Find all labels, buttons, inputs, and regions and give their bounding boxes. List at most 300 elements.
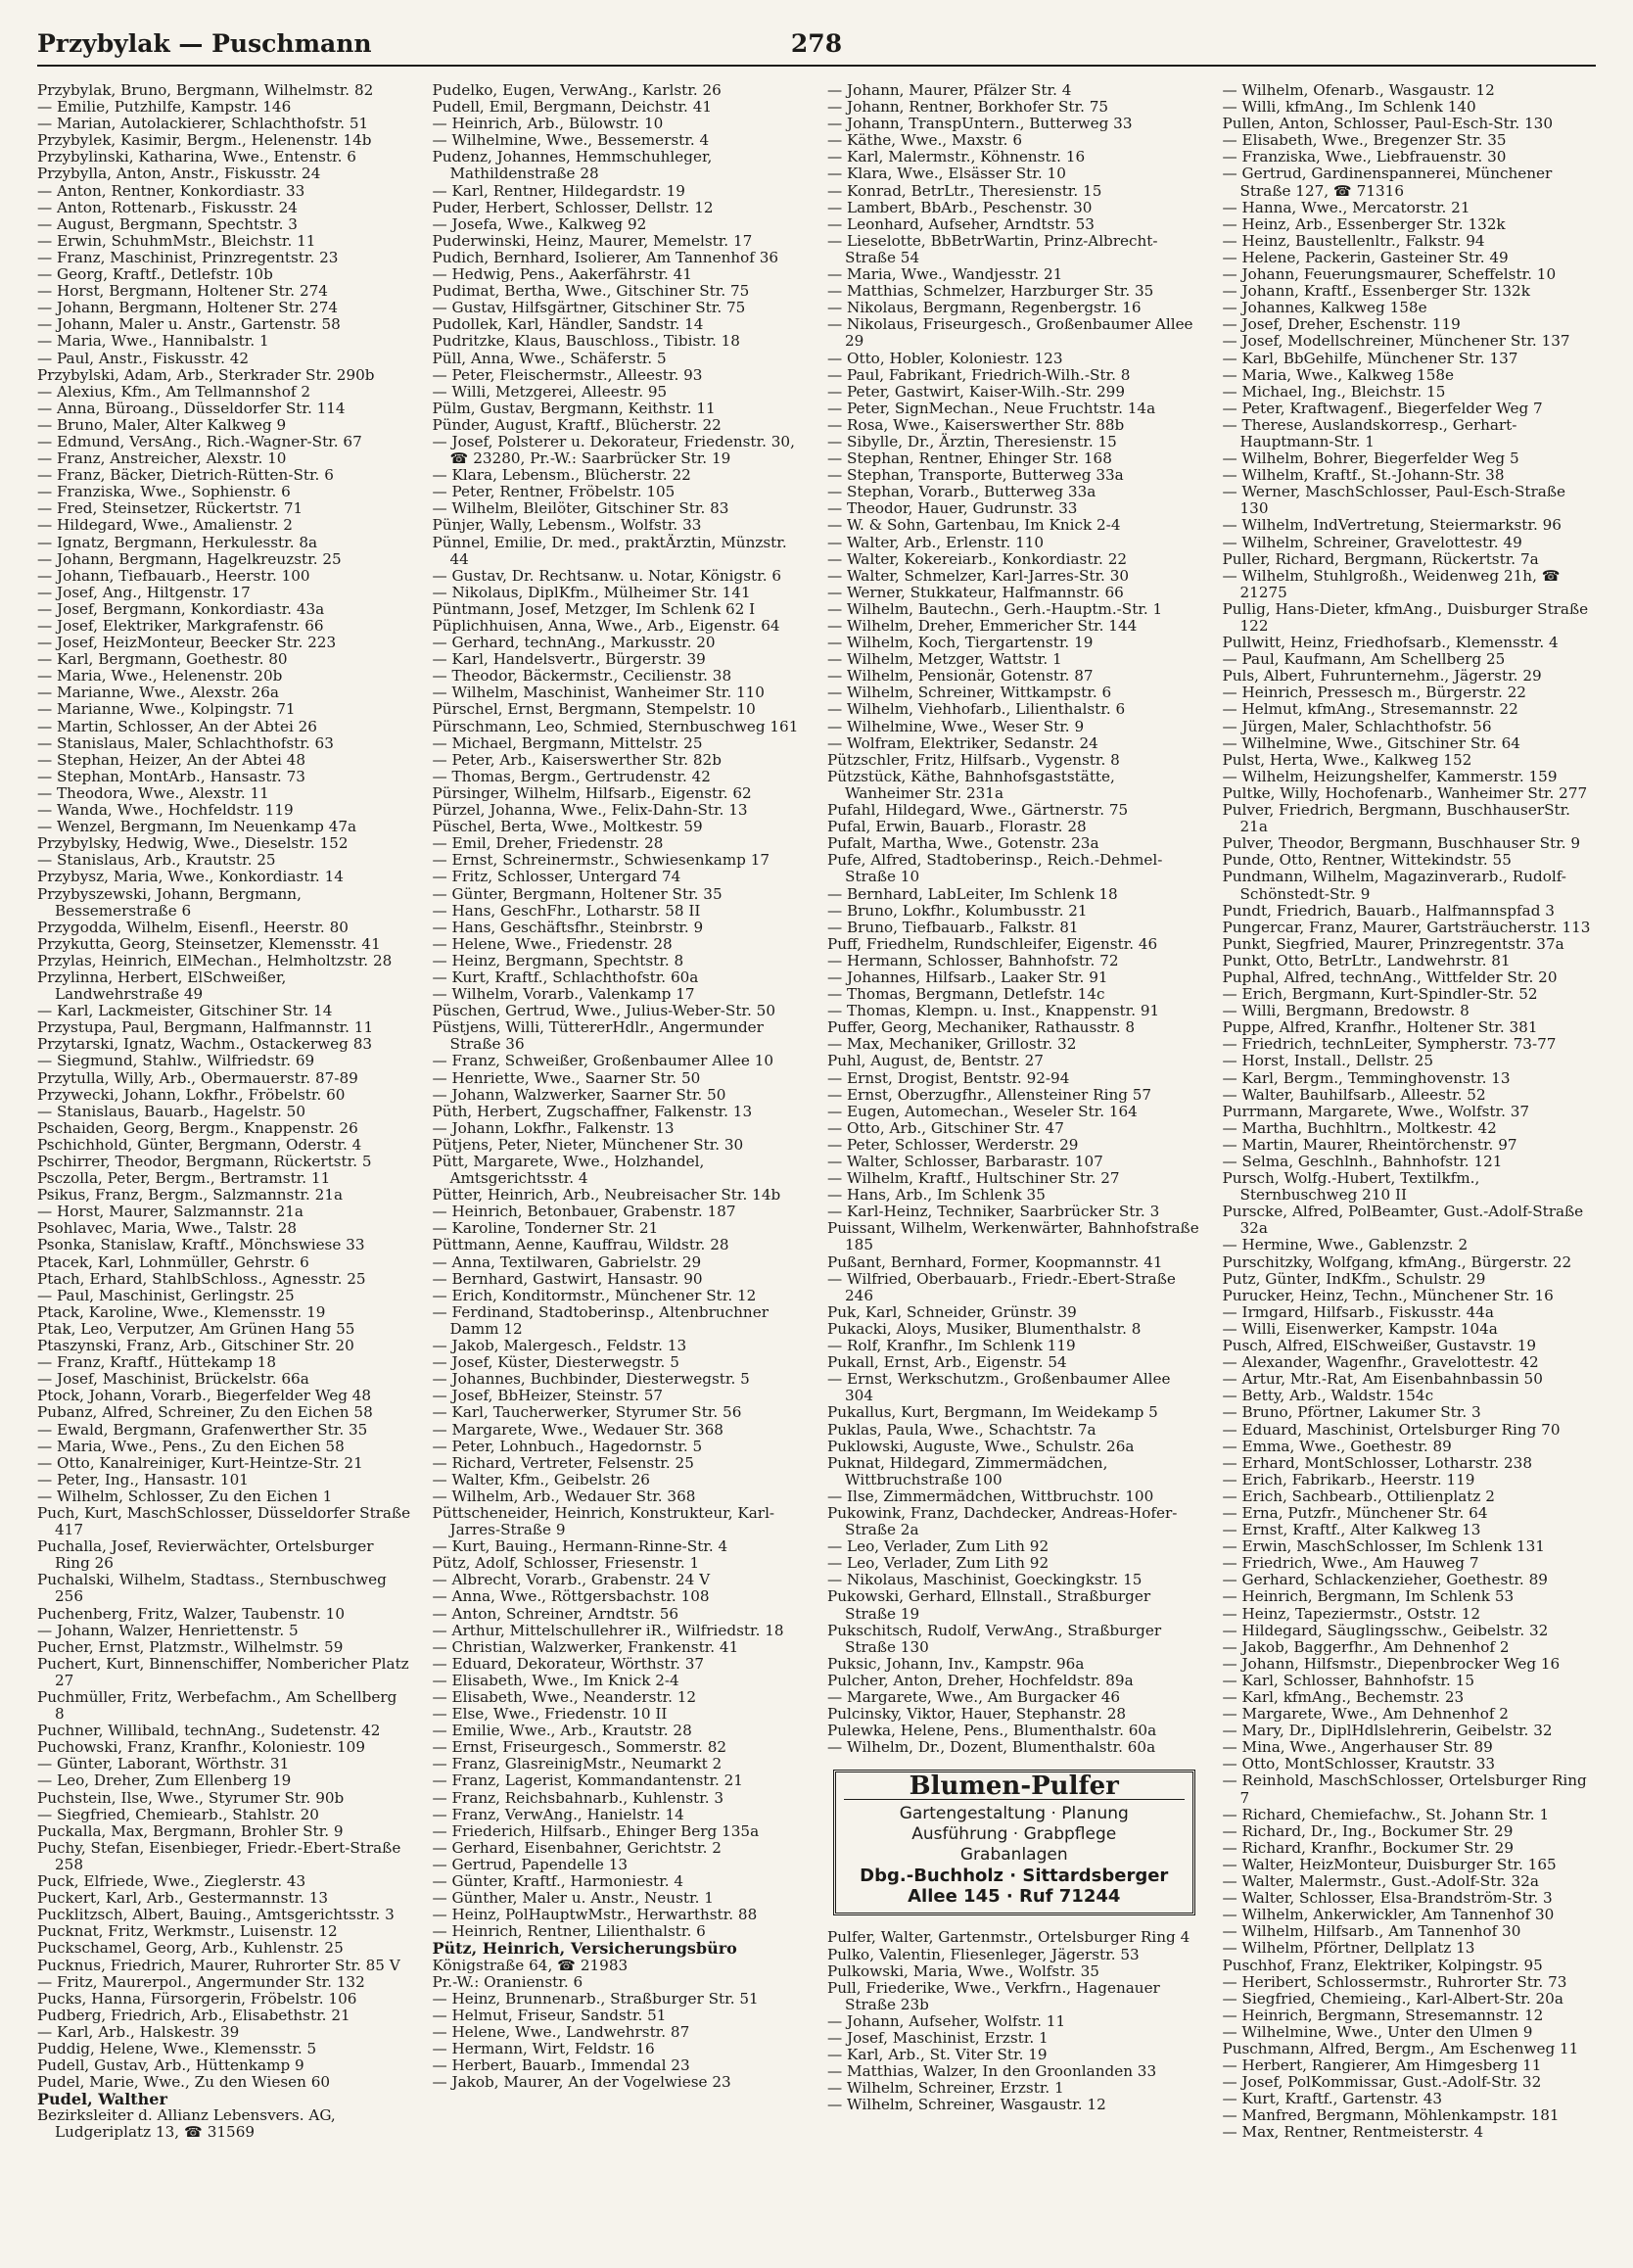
directory-entry: — Ernst, Oberzugfhr., Allensteiner Ring 57: [827, 1085, 1152, 1104]
directory-entry: Pudell, Emil, Bergmann, Deichstr. 41: [432, 98, 713, 117]
directory-entry: Puchmüller, Fritz, Werbefachm., Am Schellberg 8: [37, 1688, 397, 1724]
directory-entry: — Johann, Bergmann, Holtener Str. 274: [37, 299, 339, 317]
directory-entry: — Klara, Wwe., Elsässer Str. 10: [827, 165, 1066, 183]
directory-entry: Przywecki, Johann, Lokfhr., Fröbelstr. 60: [37, 1085, 346, 1104]
directory-entry: — Bruno, Tiefbauarb., Falkstr. 81: [827, 918, 1079, 936]
directory-entry: Przylinna, Herbert, ElSchweißer, Landwehrstraße 49: [37, 968, 287, 1004]
directory-entry: — Wilhelm, Viehhofarb., Lilienthalstr. 6: [827, 700, 1126, 719]
directory-entry: — Wilhelm, Schreiner, Erzstr. 1: [827, 2079, 1064, 2098]
directory-entry: Pütt, Margarete, Wwe., Holzhandel, Amtsgerichtsstr. 4: [432, 1153, 705, 1188]
directory-entry: Pufal, Erwin, Bauarb., Florastr. 28: [827, 818, 1087, 836]
directory-entry: — Paul, Fabrikant, Friedrich-Wilh.-Str. 8: [827, 365, 1131, 384]
directory-entry: — Wilhelm, Schreiner, Gravelottestr. 49: [1222, 533, 1522, 551]
directory-entry: Przybylek, Kasimir, Bergm., Helenenstr. 14b: [37, 131, 372, 150]
directory-entry: — Günter, Bergmann, Holtener Str. 35: [432, 884, 723, 903]
directory-entry: — Erna, Putzfr., Münchener Str. 64: [1222, 1503, 1488, 1522]
directory-entry: — Willi, kfmAng., Im Schlenk 140: [1222, 98, 1476, 117]
directory-entry: — Alexius, Kfm., Am Tellmannshof 2: [37, 382, 311, 401]
directory-entry: — Walter, Schmelzer, Karl-Jarres-Str. 30: [827, 566, 1130, 585]
directory-entry: — Albrecht, Vorarb., Grabenstr. 24 V: [432, 1571, 711, 1589]
directory-entry: — Anna, Textilwaren, Gabrielstr. 29: [432, 1252, 702, 1271]
directory-entry: — Matthias, Walzer, In den Groonlanden 33: [827, 2062, 1157, 2081]
directory-entry: Przybyszewski, Johann, Bergmann, Bessemerstraße 6: [37, 884, 302, 920]
directory-entry: Pukowski, Gerhard, Ellnstall., Straßburger Straße 19: [827, 1587, 1151, 1623]
directory-entry: — Wilhelm, Schlosser, Zu den Eichen 1: [37, 1487, 333, 1505]
directory-entry: — Josef, Modellschreiner, Münchener Str. 137: [1222, 332, 1570, 351]
directory-entry: — Maria, Wwe., Wandjesstr. 21: [827, 265, 1063, 284]
directory-entry: Pülm, Gustav, Bergmann, Keithstr. 11: [432, 399, 716, 417]
directory-entry: — Franziska, Wwe., Liebfrauenstr. 30: [1222, 148, 1507, 166]
directory-entry: Pudimat, Bertha, Wwe., Gitschiner Str. 75: [432, 282, 750, 301]
directory-entry: — Else, Wwe., Friedenstr. 10 II: [432, 1705, 668, 1724]
directory-entry: Pullig, Hans-Dieter, kfmAng., Duisburger Straße 122: [1222, 599, 1589, 635]
directory-entry: — Johann, Rentner, Borkhofer Str. 75: [827, 98, 1109, 117]
directory-entry: Püplichhuisen, Anna, Wwe., Arb., Eigenstr. 64: [432, 617, 780, 635]
directory-entry: — Heinrich, Bergmann, Im Schlenk 53: [1222, 1587, 1515, 1606]
directory-entry: Pulver, Friedrich, Bergmann, BuschhauserStr. 21a: [1222, 801, 1571, 836]
directory-entry: — Horst, Bergmann, Holtener Str. 274: [37, 282, 328, 301]
directory-entry: Puschhof, Franz, Elektriker, Kolpingstr. 95: [1222, 1956, 1543, 1974]
directory-entry: — Marianne, Wwe., Alexstr. 26a: [37, 684, 279, 702]
directory-entry: Pürschmann, Leo, Schmied, Sternbuschweg 161: [432, 717, 799, 735]
directory-entry: Pütter, Heinrich, Arb., Neubreisacher Str. 14b: [432, 1186, 781, 1205]
directory-entry: Psikus, Franz, Bergm., Salzmannstr. 21a: [37, 1186, 344, 1205]
directory-entry: Purschitzky, Wolfgang, kfmAng., Bürgerstr. 22: [1222, 1252, 1572, 1271]
directory-entry: Püth, Herbert, Zugschaffner, Falkenstr. 13: [432, 1102, 753, 1120]
directory-entry: — Bruno, Pförtner, Lakumer Str. 3: [1222, 1403, 1481, 1422]
directory-entry: Psohlavec, Maria, Wwe., Talstr. 28: [37, 1219, 298, 1238]
directory-entry: — Artur, Mtr.-Rat, Am Eisenbahnbassin 50: [1222, 1370, 1543, 1389]
directory-entry: Pützschler, Fritz, Hilfsarb., Vygenstr. 8: [827, 750, 1120, 769]
directory-entry: — Siegfried, Chemiearb., Stahlstr. 20: [37, 1805, 319, 1823]
directory-entry: — Jakob, Maurer, An der Vogelwiese 23: [432, 2073, 731, 2092]
directory-entry: Przybylsky, Hedwig, Wwe., Dieselstr. 152: [37, 834, 349, 853]
directory-entry: — Hans, GeschFhr., Lotharstr. 58 II: [432, 901, 701, 920]
directory-entry: — Margarete, Wwe., Wedauer Str. 368: [432, 1420, 723, 1439]
directory-entry: Psczolla, Peter, Bergm., Bertramstr. 11: [37, 1169, 331, 1188]
directory-entry: Puchert, Kurt, Binnenschiffer, Nombericher Platz 27: [37, 1654, 409, 1689]
directory-entry: — Josef, Küster, Diesterwegstr. 5: [432, 1353, 679, 1372]
directory-entry: — Siegmund, Stahlw., Wilfriedstr. 69: [37, 1052, 315, 1070]
directory-entry: Pukowink, Franz, Dachdecker, Andreas-Hofer-Straße 2a: [827, 1503, 1178, 1539]
directory-entry: — Franziska, Wwe., Sophienstr. 6: [37, 483, 291, 501]
entry-columns: [37, 82, 1596, 2256]
directory-entry: — Heinz, Baustellenltr., Falkstr. 94: [1222, 231, 1485, 250]
directory-entry: — Johann, Hilfsmstr., Diepenbrocker Weg 16: [1222, 1654, 1561, 1673]
directory-entry: — Walter, Schlosser, Elsa-Brandström-Str. 3: [1222, 1889, 1553, 1908]
directory-entry: — Karl, Rentner, Hildegardstr. 19: [432, 181, 685, 200]
directory-entry: Pucknus, Friedrich, Maurer, Ruhrorter Str. 85 V: [37, 1956, 400, 1974]
directory-entry: — Erwin, MaschSchlosser, Im Schlenk 131: [1222, 1537, 1545, 1556]
directory-entry: — Wilhelm, Bleilöter, Gitschiner Str. 83: [432, 499, 729, 518]
directory-entry: — Kurt, Kraftf., Gartenstr. 43: [1222, 2090, 1443, 2108]
column-1: [37, 82, 411, 2256]
directory-entry: — Wilhelm, Dreher, Emmericher Str. 144: [827, 617, 1138, 635]
directory-entry: Bezirksleiter d. Allianz Lebensvers. AG, Ludgeriplatz 13, ☎ 31569: [37, 2106, 336, 2142]
directory-entry: — Gerhard, technAng., Markusstr. 20: [432, 634, 716, 652]
directory-entry: Puchowski, Franz, Kranfhr., Koloniestr. 109: [37, 1738, 365, 1757]
directory-entry: — Wilhelm, Maschinist, Wanheimer Str. 110: [432, 684, 765, 702]
directory-entry: Pschirrer, Theodor, Bergmann, Rückertstr. 5: [37, 1153, 372, 1170]
directory-entry: Püttscheneider, Heinrich, Konstrukteur, Karl-Jarres-Straße 9: [432, 1503, 775, 1539]
directory-entry: Pufalt, Martha, Wwe., Gotenstr. 23a: [827, 834, 1099, 853]
directory-entry: — Maria, Wwe., Pens., Zu den Eichen 58: [37, 1437, 345, 1455]
directory-entry: — Käthe, Wwe., Maxstr. 6: [827, 131, 1023, 150]
directory-entry: — Gustav, Hilfsgärtner, Gitschiner Str. 75: [432, 299, 746, 317]
directory-entry: — Wilhelmine, Wwe., Weser Str. 9: [827, 717, 1085, 735]
directory-entry: Pudberg, Friedrich, Arb., Elisabethstr. 21: [37, 2006, 350, 2024]
directory-entry: — Elisabeth, Wwe., Im Knick 2-4: [432, 1671, 679, 1689]
directory-entry: — Karl, Arb., St. Viter Str. 19: [827, 2046, 1048, 2064]
directory-entry: — Hermann, Wirt, Feldstr. 16: [432, 2039, 655, 2057]
directory-entry: — Wilhelm, Vorarb., Valenkamp 17: [432, 985, 695, 1004]
directory-entry: — Rosa, Wwe., Kaiserswerther Str. 88b: [827, 415, 1125, 434]
advert-title: Blumen-Pulfer: [844, 1778, 1185, 1800]
directory-entry: — Friedrich, Wwe., Am Hauweg 7: [1222, 1554, 1479, 1573]
directory-entry: — Karl, Lackmeister, Gitschiner Str. 14: [37, 1002, 333, 1020]
directory-entry: — Irmgard, Hilfsarb., Fiskusstr. 44a: [1222, 1302, 1494, 1321]
directory-entry: Pultke, Willy, Hochofenarb., Wanheimer Str. 277: [1222, 783, 1588, 802]
directory-entry: — Wilhelm, Stuhlgroßh., Weidenweg 21h, ☎ 21275: [1222, 566, 1561, 601]
directory-entry: — Wilhelm, Schreiner, Wasgaustr. 12: [827, 2096, 1106, 2114]
directory-entry: — Leo, Dreher, Zum Ellenberg 19: [37, 1772, 292, 1790]
directory-entry: Pütjens, Peter, Nieter, Münchener Str. 30: [432, 1135, 744, 1154]
directory-entry: Ptack, Karoline, Wwe., Klemensstr. 19: [37, 1302, 326, 1321]
directory-entry: Ptak, Leo, Verputzer, Am Grünen Hang 55: [37, 1319, 355, 1338]
directory-entry: — Johann, Tiefbauarb., Heerstr. 100: [37, 566, 310, 585]
directory-entry: — Josef, PolKommissar, Gust.-Adolf-Str. 32: [1222, 2073, 1542, 2092]
directory-entry: Pürzel, Johanna, Wwe., Felix-Dahn-Str. 13: [432, 801, 748, 820]
directory-entry: — Erich, Bergmann, Kurt-Spindler-Str. 52: [1222, 985, 1538, 1004]
directory-entry: — Josefa, Wwe., Kalkweg 92: [432, 214, 647, 233]
advert-line: Ausführung · Grabpflege: [911, 1824, 1117, 1845]
directory-entry: Pullen, Anton, Schlosser, Paul-Esch-Str. 130: [1222, 115, 1553, 133]
page-number: 278: [790, 29, 843, 58]
directory-entry: Pucher, Ernst, Platzmstr., Wilhelmstr. 59: [37, 1637, 344, 1656]
directory-entry: — Ernst, Drogist, Bentstr. 92-94: [827, 1068, 1070, 1087]
directory-entry: — Emma, Wwe., Goethestr. 89: [1222, 1437, 1452, 1455]
directory-entry: Punkt, Otto, BetrLtr., Landwehrstr. 81: [1222, 951, 1511, 969]
directory-entry: — Richard, Chemiefachw., St. Johann Str. 1: [1222, 1805, 1550, 1823]
directory-entry: — Marianne, Wwe., Kolpingstr. 71: [37, 700, 296, 719]
directory-entry: — Gertrud, Gardinenspannerei, Münchener Straße 127, ☎ 71316: [1222, 165, 1553, 200]
directory-entry: Püschen, Gertrud, Wwe., Julius-Weber-Str. 50: [432, 1002, 775, 1020]
directory-entry: — Ernst, Schreinermstr., Schwiesenkamp 17: [432, 851, 770, 870]
directory-entry: Puddig, Helene, Wwe., Klemensstr. 5: [37, 2039, 317, 2057]
directory-entry: — Johann, Maurer, Pfälzer Str. 4: [827, 82, 1072, 99]
directory-entry: Puhl, August, de, Bentstr. 27: [827, 1052, 1044, 1070]
directory-entry: — Otto, MontSchlosser, Krautstr. 33: [1222, 1755, 1496, 1773]
directory-entry: — Stanislaus, Bauarb., Hagelstr. 50: [37, 1102, 306, 1120]
directory-entry: — Herbert, Bauarb., Immendal 23: [432, 2056, 690, 2075]
directory-entry: — Walter, Bauhilfsarb., Alleestr. 52: [1222, 1085, 1486, 1104]
directory-entry: — Josef, Polsterer u. Dekorateur, Friedenstr. 30, ☎ 23280, Pr.-W.: Saarbrücker Str. 19: [432, 432, 795, 468]
directory-entry: — Wilhelm, Koch, Tiergartenstr. 19: [827, 634, 1094, 652]
directory-entry: — Jakob, Baggerfhr., Am Dehnenhof 2: [1222, 1637, 1510, 1656]
directory-entry: — Lambert, BbArb., Peschenstr. 30: [827, 198, 1093, 216]
directory-entry: — Walter, Kokereiarb., Konkordiastr. 22: [827, 549, 1128, 568]
advertisement: [833, 1770, 1195, 1915]
directory-entry: — Josef, HeizMonteur, Beecker Str. 223: [37, 634, 337, 652]
directory-entry: Pulko, Valentin, Fliesenleger, Jägerstr. 53: [827, 1945, 1140, 1963]
directory-entry: — Helene, Wwe., Friedenstr. 28: [432, 934, 673, 953]
directory-entry: — Willi, Bergmann, Bredowstr. 8: [1222, 1002, 1470, 1020]
directory-entry: Przystupa, Paul, Bergmann, Halfmannstr. 11: [37, 1018, 374, 1037]
directory-entry: Königstraße 64, ☎ 21983: [432, 1956, 629, 1974]
directory-entry: — Günther, Maler u. Anstr., Neustr. 1: [432, 1889, 714, 1908]
directory-entry: — Willi, Eisenwerker, Kampstr. 104a: [1222, 1319, 1498, 1338]
directory-entry: Püll, Anna, Wwe., Schäferstr. 5: [432, 349, 667, 367]
directory-entry: Puissant, Wilhelm, Werkenwärter, Bahnhofstraße 185: [827, 1219, 1199, 1254]
directory-entry: — Karl, Malermstr., Köhnenstr. 16: [827, 148, 1086, 166]
directory-entry: — Hans, Geschäftsfhr., Steinbrstr. 9: [432, 918, 704, 936]
directory-entry: — Ernst, Kraftf., Alter Kalkweg 13: [1222, 1521, 1481, 1539]
directory-entry: Püschel, Berta, Wwe., Moltkestr. 59: [432, 818, 703, 836]
directory-entry: — Maria, Wwe., Hannibalstr. 1: [37, 332, 269, 351]
directory-entry: Puksic, Johann, Inv., Kampstr. 96a: [827, 1654, 1085, 1673]
directory-entry: — Karl-Heinz, Techniker, Saarbrücker Str. 3: [827, 1203, 1160, 1221]
directory-entry: Pudollek, Karl, Händler, Sandstr. 14: [432, 315, 704, 334]
directory-entry: — Günter, Laborant, Wörthstr. 31: [37, 1755, 290, 1773]
directory-entry: Pudelko, Eugen, VerwAng., Karlstr. 26: [432, 82, 722, 99]
directory-entry: — Bernhard, LabLeiter, Im Schlenk 18: [827, 884, 1118, 903]
directory-entry: Przybylinski, Katharina, Wwe., Entenstr. 6: [37, 148, 356, 166]
directory-entry: Pudell, Gustav, Arb., Hüttenkamp 9: [37, 2056, 304, 2075]
directory-entry: Puk, Karl, Schneider, Grünstr. 39: [827, 1302, 1077, 1321]
directory-entry: Pünjer, Wally, Lebensm., Wolfstr. 33: [432, 516, 702, 535]
directory-entry: — Anton, Rottenarb., Fiskusstr. 24: [37, 198, 298, 216]
directory-entry: — Eugen, Automechan., Weseler Str. 164: [827, 1102, 1138, 1120]
directory-entry: Ptock, Johann, Vorarb., Biegerfelder Weg 48: [37, 1387, 372, 1405]
directory-entry: — Anton, Rentner, Konkordiastr. 33: [37, 181, 305, 200]
directory-entry: Pucklitzsch, Albert, Bauing., Amtsgerichtsstr. 3: [37, 1906, 395, 1924]
directory-entry: Punkt, Siegfried, Maurer, Prinzregentstr. 37a: [1222, 934, 1564, 953]
directory-entry: — Wilhelmine, Wwe., Gitschiner Str. 64: [1222, 733, 1520, 752]
directory-entry: Puller, Richard, Bergmann, Rückertstr. 7a: [1222, 549, 1539, 568]
directory-entry: — Anna, Wwe., Röttgersbachstr. 108: [432, 1587, 710, 1606]
directory-entry: — Peter, Rentner, Fröbelstr. 105: [432, 483, 676, 501]
directory-entry: Puchner, Willibald, technAng., Sudetenstr. 42: [37, 1722, 381, 1740]
directory-entry: Puchalla, Josef, Revierwächter, Ortelsburger Ring 26: [37, 1537, 374, 1573]
directory-entry: — Selma, Geschlnh., Bahnhofstr. 121: [1222, 1153, 1503, 1170]
directory-entry: — Reinhold, MaschSchlosser, Ortelsburger Ring 7: [1222, 1772, 1587, 1807]
directory-entry: Pulcher, Anton, Dreher, Hochfeldstr. 89a: [827, 1671, 1134, 1689]
directory-entry: Przylas, Heinrich, ElMechan., Helmholtzstr. 28: [37, 951, 393, 969]
directory-entry: — Nikolaus, Bergmann, Regenbergstr. 16: [827, 299, 1142, 317]
directory-entry: — Karl, BbGehilfe, Münchener Str. 137: [1222, 349, 1518, 367]
directory-entry: — Walter, HeizMonteur, Duisburger Str. 165: [1222, 1855, 1557, 1873]
directory-entry: Pütz, Heinrich, Versicherungsbüro: [432, 1939, 737, 1959]
directory-entry: Puck, Elfriede, Wwe., Zieglerstr. 43: [37, 1872, 306, 1891]
directory-entry: Pulver, Theodor, Bergmann, Buschhauser Str. 9: [1222, 834, 1581, 853]
directory-entry: Purscke, Alfred, PolBeamter, Gust.-Adolf-Straße 32a: [1222, 1203, 1584, 1238]
directory-entry: Pünnel, Emilie, Dr. med., praktÄrztin, Münzstr. 44: [432, 533, 787, 568]
directory-entry: — Paul, Kaufmann, Am Schellberg 25: [1222, 650, 1506, 669]
directory-entry: — Ilse, Zimmermädchen, Wittbruchstr. 100: [827, 1487, 1154, 1505]
directory-entry: — Konrad, BetrLtr., Theresienstr. 15: [827, 181, 1102, 200]
directory-entry: — Peter, Schlosser, Werderstr. 29: [827, 1135, 1079, 1154]
directory-entry: — Wilhelm, Arb., Wedauer Str. 368: [432, 1487, 696, 1505]
directory-entry: — Gerhard, Schlackenzieher, Goethestr. 89: [1222, 1571, 1548, 1589]
directory-entry: Puff, Friedhelm, Rundschleifer, Eigenstr. 46: [827, 934, 1158, 953]
directory-entry: — Ernst, Werkschutzm., Großenbaumer Allee 304: [827, 1370, 1171, 1405]
directory-entry: — Wilhelm, Pförtner, Dellplatz 13: [1222, 1939, 1475, 1958]
directory-entry: — Karl, Bergm., Temminghovenstr. 13: [1222, 1068, 1511, 1087]
directory-entry: — Stephan, Vorarb., Butterweg 33a: [827, 483, 1096, 501]
directory-entry: — Peter, Ing., Hansastr. 101: [37, 1470, 249, 1488]
directory-entry: — Franz, Lagerist, Kommandantenstr. 21: [432, 1772, 743, 1790]
directory-entry: — Franz, Maschinist, Prinzregentstr. 23: [37, 248, 339, 266]
directory-entry: Pukall, Ernst, Arb., Eigenstr. 54: [827, 1353, 1067, 1372]
directory-entry: — Anna, Büroang., Düsseldorfer Str. 114: [37, 399, 346, 417]
directory-entry: — Horst, Install., Dellstr. 25: [1222, 1052, 1433, 1070]
directory-entry: — Peter, Lohnbuch., Hagedornstr. 5: [432, 1437, 703, 1455]
directory-entry: — Hedwig, Pens., Aakerfährstr. 41: [432, 265, 692, 284]
directory-entry: — Marian, Autolackierer, Schlachthofstr. 51: [37, 115, 369, 133]
directory-entry: — Otto, Kanalreiniger, Kurt-Heintze-Str. 21: [37, 1453, 363, 1472]
directory-entry: Pusch, Alfred, ElSchweißer, Gustavstr. 19: [1222, 1337, 1537, 1355]
directory-entry: — Leo, Verlader, Zum Lith 92: [827, 1537, 1050, 1556]
directory-entry: Pucknat, Fritz, Werkmstr., Luisenstr. 12: [37, 1922, 338, 1941]
directory-entry: Püttmann, Aenne, Kauffrau, Wildstr. 28: [432, 1236, 729, 1254]
directory-entry: — Günter, Kraftf., Harmoniestr. 4: [432, 1872, 684, 1891]
directory-entry: Puchalski, Wilhelm, Stadtass., Sternbuschweg 256: [37, 1571, 387, 1606]
directory-entry: — Franz, Schweißer, Großenbaumer Allee 10: [432, 1052, 774, 1070]
directory-entry: — Walter, Malermstr., Gust.-Adolf-Str. 32a: [1222, 1872, 1539, 1891]
directory-entry: Puklowski, Auguste, Wwe., Schulstr. 26a: [827, 1437, 1135, 1455]
directory-entry: Pütz, Adolf, Schlosser, Friesenstr. 1: [432, 1554, 700, 1573]
directory-entry: — Stanislaus, Arb., Krautstr. 25: [37, 851, 276, 870]
directory-entry: — Wilhelm, Ankerwickler, Am Tannenhof 30: [1222, 1906, 1555, 1924]
directory-entry: — Maria, Wwe., Helenenstr. 20b: [37, 667, 283, 685]
directory-entry: Puls, Albert, Fuhrunternehm., Jägerstr. 29: [1222, 667, 1542, 685]
column-2: [433, 82, 807, 2256]
directory-entry: — Johann, Walzer, Henriettenstr. 5: [37, 1621, 299, 1639]
directory-entry: Puchenberg, Fritz, Walzer, Taubenstr. 10: [37, 1604, 346, 1623]
directory-entry: — Klara, Lebensm., Blücherstr. 22: [432, 466, 691, 485]
directory-entry: — Nikolaus, DiplKfm., Mülheimer Str. 141: [432, 583, 751, 601]
directory-entry: — Gertrud, Papendelle 13: [432, 1855, 629, 1873]
directory-entry: — Peter, Arb., Kaiserswerther Str. 82b: [432, 750, 722, 769]
directory-entry: — Peter, Fleischermstr., Alleestr. 93: [432, 365, 703, 384]
directory-entry: — Johann, TranspUntern., Butterweg 33: [827, 115, 1133, 133]
directory-entry: — Johann, Aufseher, Wolfstr. 11: [827, 2011, 1066, 2030]
directory-entry: — Franz, GlasreinigMstr., Neumarkt 2: [432, 1755, 723, 1773]
directory-entry: — Franz, VerwAng., Hanielstr. 14: [432, 1805, 684, 1823]
directory-entry: — Franz, Anstreicher, Alexstr. 10: [37, 449, 287, 468]
directory-entry: — Wilhelm, Schreiner, Wittkampstr. 6: [827, 684, 1112, 702]
directory-entry: — Thomas, Bergm., Gertrudenstr. 42: [432, 767, 711, 785]
directory-entry: — Sibylle, Dr., Ärztin, Theresienstr. 15: [827, 432, 1117, 450]
directory-entry: — Fritz, Maurerpol., Angermunder Str. 132: [37, 1972, 365, 1991]
directory-entry: — Wilhelm, Kraftf., Hultschiner Str. 27: [827, 1169, 1120, 1188]
directory-entry: Punde, Otto, Rentner, Wittekindstr. 55: [1222, 851, 1512, 870]
directory-entry: — Kurt, Kraftf., Schlachthofstr. 60a: [432, 968, 699, 986]
directory-entry: — Siegfried, Chemieing., Karl-Albert-Str. 20a: [1222, 1989, 1563, 2008]
directory-entry: — Stephan, Transporte, Butterweg 33a: [827, 466, 1124, 485]
directory-entry: — Leonhard, Aufseher, Arndtstr. 53: [827, 214, 1095, 233]
directory-entry: Pukschitsch, Rudolf, VerwAng., Straßburger Straße 130: [827, 1621, 1162, 1656]
directory-entry: — Wilhelm, Heizungshelfer, Kammerstr. 159: [1222, 767, 1558, 785]
directory-entry: Puknat, Hildegard, Zimmermädchen, Wittbruchstraße 100: [827, 1453, 1108, 1488]
directory-entry: Pürschel, Ernst, Bergmann, Stempelstr. 10: [432, 700, 756, 719]
directory-entry: — Martha, Buchhltrn., Moltkestr. 42: [1222, 1118, 1497, 1137]
directory-entry: — Johannes, Kalkweg 158e: [1222, 299, 1427, 317]
directory-entry: — Willi, Metzgerei, Alleestr. 95: [432, 382, 668, 401]
directory-entry: — Erich, Sachbearb., Ottilienplatz 2: [1222, 1487, 1495, 1505]
directory-entry: — Anton, Schreiner, Arndtstr. 56: [432, 1604, 679, 1623]
directory-entry: Pschaiden, Georg, Bergm., Knappenstr. 26: [37, 1118, 358, 1137]
directory-entry: — Jürgen, Maler, Schlachthofstr. 56: [1222, 717, 1492, 735]
directory-entry: — Johannes, Buchbinder, Diesterwegstr. 5: [432, 1370, 750, 1389]
directory-entry: — Martin, Schlosser, An der Abtei 26: [37, 717, 317, 735]
directory-entry: — Wilhelm, Dr., Dozent, Blumenthalstr. 60a: [827, 1738, 1156, 1757]
directory-entry: — Georg, Kraftf., Detlefstr. 10b: [37, 265, 273, 284]
directory-entry: — Erhard, MontSchlosser, Lotharstr. 238: [1222, 1453, 1532, 1472]
directory-entry: — Heinz, Bergmann, Spechtstr. 8: [432, 951, 684, 969]
directory-entry: — Ferdinand, Stadtoberinsp., Altenbruchner Damm 12: [432, 1302, 769, 1338]
directory-entry: Ptacek, Karl, Lohnmüller, Gehrstr. 6: [37, 1252, 309, 1271]
directory-entry: — Ewald, Bergmann, Grafenwerther Str. 35: [37, 1420, 368, 1439]
directory-entry: — Therese, Auslandskorresp., Gerhart-Hauptmann-Str. 1: [1222, 415, 1517, 450]
directory-entry: Puklas, Paula, Wwe., Schachtstr. 7a: [827, 1420, 1096, 1439]
directory-entry: — Johann, Bergmann, Hagelkreuzstr. 25: [37, 549, 342, 568]
directory-entry: Pudritzke, Klaus, Bauschloss., Tibistr. 18: [432, 332, 740, 351]
directory-entry: Purrmann, Margarete, Wwe., Wolfstr. 37: [1222, 1102, 1530, 1120]
directory-entry: — Walter, Kfm., Geibelstr. 26: [432, 1470, 650, 1488]
directory-entry: Przybylski, Adam, Arb., Sterkrader Str. 290b: [37, 365, 375, 384]
column-4: [1223, 82, 1597, 2256]
directory-entry: — Hermine, Wwe., Gablenzstr. 2: [1222, 1236, 1469, 1254]
directory-entry: — Martin, Maurer, Rheintörchenstr. 97: [1222, 1135, 1517, 1154]
directory-entry: Przygodda, Wilhelm, Eisenfl., Heerstr. 80: [37, 918, 349, 936]
directory-entry: — Wilhelm, Bautechn., Gerh.-Hauptm.-Str. 1: [827, 599, 1163, 618]
directory-entry: — Wilhelm, Kraftf., St.-Johann-Str. 38: [1222, 466, 1505, 485]
directory-entry: — Josef, Maschinist, Brückelstr. 66a: [37, 1370, 309, 1389]
advert-line: Allee 145 · Ruf 71244: [908, 1886, 1121, 1908]
directory-entry: — Franz, Kraftf., Hüttekamp 18: [37, 1353, 277, 1372]
directory-entry: — Leo, Verlader, Zum Lith 92: [827, 1554, 1050, 1573]
directory-entry: — Wilhelmine, Wwe., Bessemerstr. 4: [432, 131, 710, 150]
directory-entry: — Stephan, Heizer, An der Abtei 48: [37, 750, 305, 769]
directory-entry: Pschichhold, Günter, Bergmann, Oderstr. 4: [37, 1135, 362, 1154]
directory-entry: — Josef, Maschinist, Erzstr. 1: [827, 2029, 1049, 2048]
directory-entry: — Emilie, Wwe., Arb., Krautstr. 28: [432, 1722, 692, 1740]
directory-entry: — Gustav, Dr. Rechtsanw. u. Notar, Königstr. 6: [432, 566, 782, 585]
directory-entry: — Wilhelm, IndVertretung, Steiermarkstr. 96: [1222, 516, 1562, 535]
directory-entry: — Bruno, Lokfhr., Kolumbusstr. 21: [827, 901, 1088, 920]
directory-entry: — Karl, Bergmann, Goethestr. 80: [37, 650, 288, 669]
directory-entry: — Otto, Hobler, Koloniestr. 123: [827, 349, 1063, 367]
directory-entry: Puckert, Karl, Arb., Gestermannstr. 13: [37, 1889, 329, 1908]
directory-entry: — Thomas, Klempn. u. Inst., Knappenstr. 91: [827, 1002, 1160, 1020]
directory-entry: — Richard, Vertreter, Felsenstr. 25: [432, 1453, 694, 1472]
directory-entry: Pungercar, Franz, Maurer, Gartsträucherstr. 113: [1222, 918, 1591, 936]
directory-entry: — Manfred, Bergmann, Möhlenkampstr. 181: [1222, 2106, 1560, 2125]
directory-entry: — Bernhard, Gastwirt, Hansastr. 90: [432, 1269, 703, 1288]
directory-entry: — Heinz, Arb., Essenberger Str. 132k: [1222, 214, 1506, 233]
directory-entry: Pulcinsky, Viktor, Hauer, Stephanstr. 28: [827, 1705, 1127, 1724]
directory-entry: Pudel, Walther: [37, 2090, 167, 2109]
directory-entry: — Werner, MaschSchlosser, Paul-Esch-Straße 130: [1222, 483, 1565, 518]
directory-entry: — Richard, Kranfhr., Bockumer Str. 29: [1222, 1838, 1515, 1857]
directory-entry: Puffer, Georg, Mechaniker, Rathausstr. 8: [827, 1018, 1136, 1037]
directory-entry: — Lieselotte, BbBetrWartin, Prinz-Albrecht-Straße 54: [827, 231, 1158, 266]
directory-entry: — Nikolaus, Maschinist, Goeckingkstr. 15: [827, 1571, 1143, 1589]
directory-entry: — Wilhelm, Bohrer, Biegerfelder Weg 5: [1222, 449, 1519, 468]
directory-entry: Pünder, August, Kraftf., Blücherstr. 22: [432, 415, 722, 434]
directory-entry: — Heinz, PolHauptwMstr., Herwarthstr. 88: [432, 1906, 758, 1924]
